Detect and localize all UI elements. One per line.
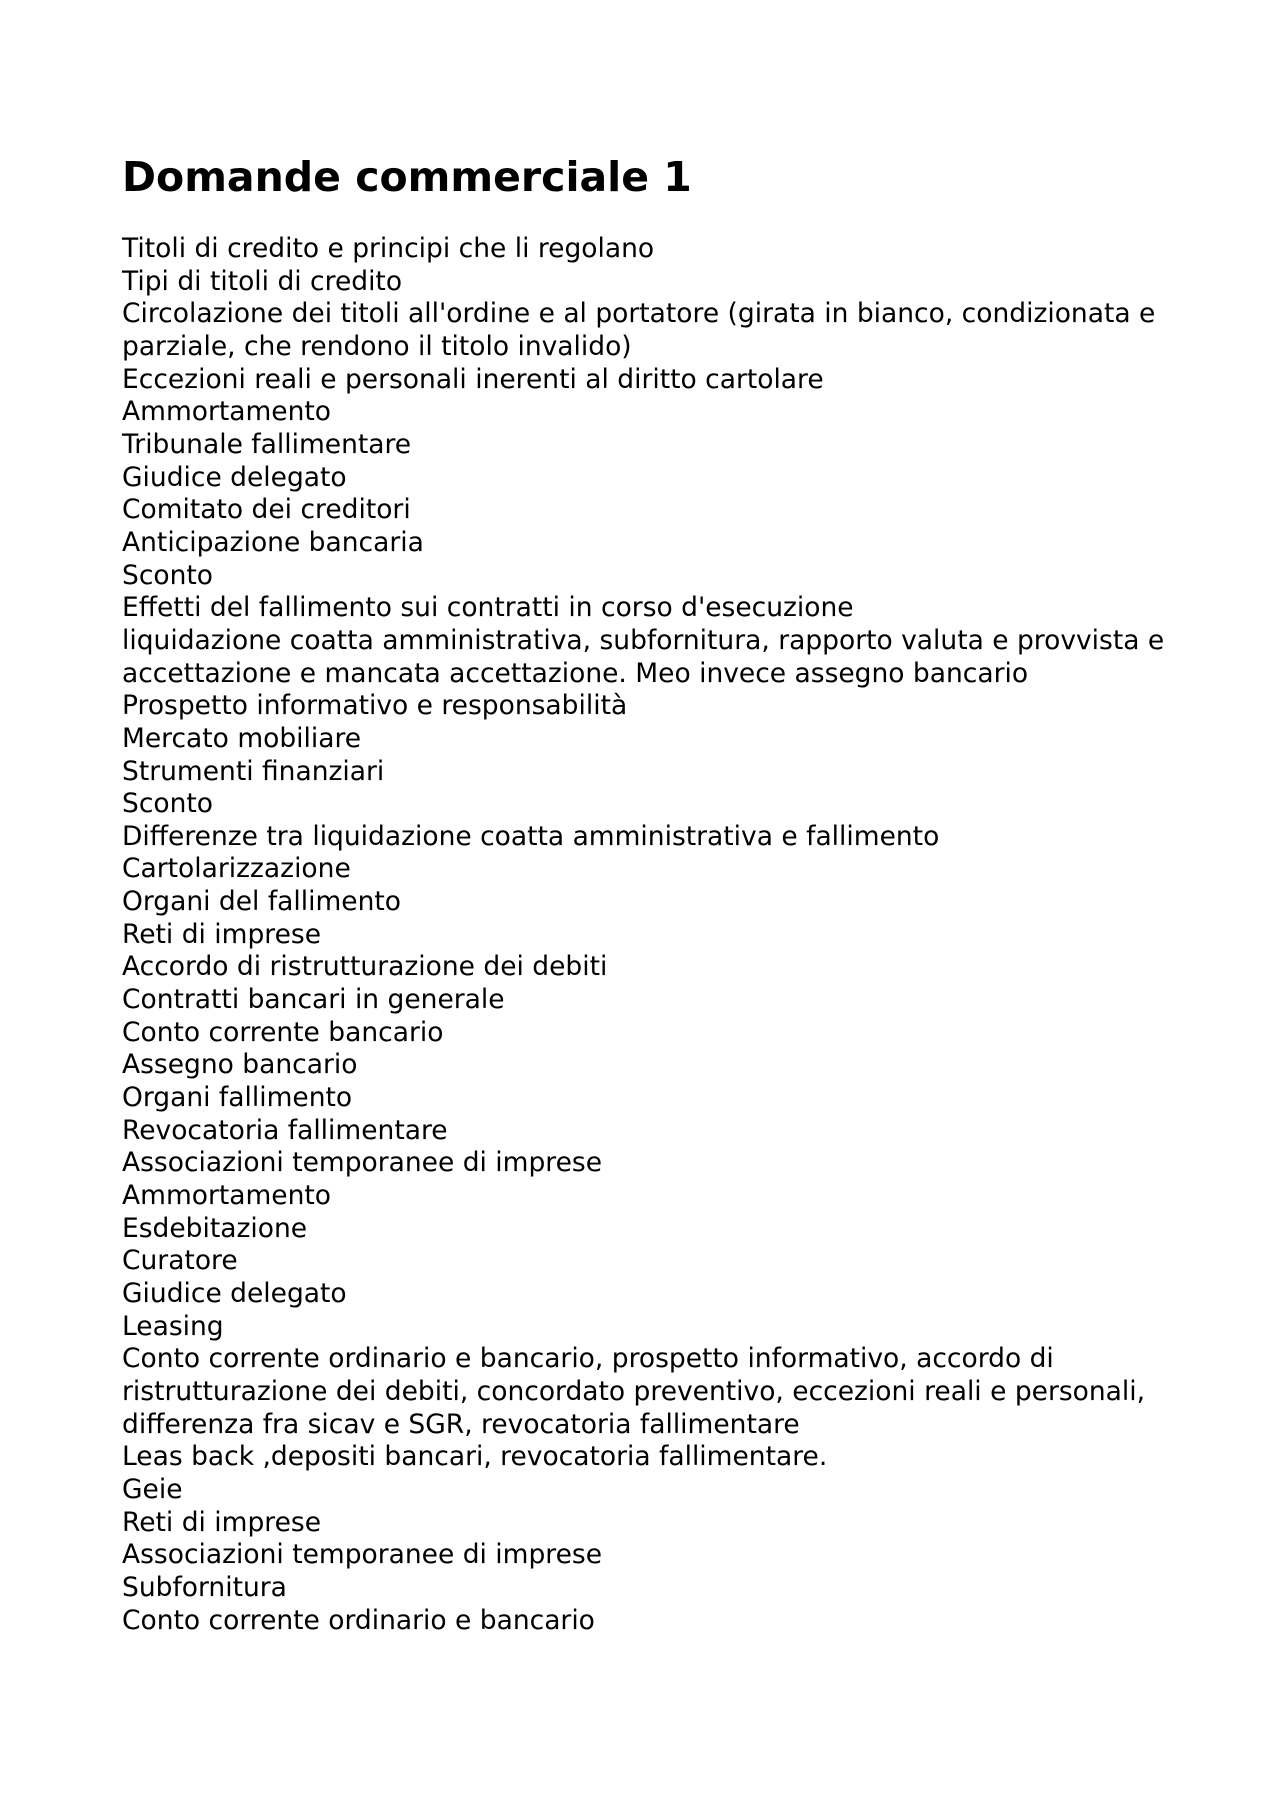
- document-line: Differenze tra liquidazione coatta amministrativa e fallimento: [122, 820, 940, 852]
- document-line: Organi fallimento: [122, 1082, 353, 1114]
- document-title: Domande commerciale 1: [122, 153, 692, 201]
- document-line: Giudice delegato: [122, 1278, 347, 1309]
- document-body: [122, 233, 1182, 1637]
- document-line: Associazioni temporanee di imprese: [122, 1539, 603, 1571]
- document-line: Leasing: [122, 1310, 224, 1342]
- document-line: liquidazione coatta amministrativa, subfornitura, rapporto valuta e provvista e accettazione e mancata accettazione. Meo invece assegno bancario: [122, 624, 1165, 689]
- document-line: Sconto: [122, 788, 214, 820]
- document-line: Conto corrente bancario: [122, 1016, 444, 1048]
- document-line: Strumenti finanziari: [122, 755, 385, 787]
- document-line: Tipi di titoli di credito: [122, 265, 403, 297]
- document-line: Assegno bancario: [122, 1049, 358, 1081]
- document-line: Conto corrente ordinario e bancario, prospetto informativo, accordo di ristrutturazione dei debiti, concordato preventivo, eccezioni reali e personali, differenza fra sicav e SGR, revocatoria fallimentare: [122, 1343, 1146, 1440]
- document-line: Tribunale fallimentare: [122, 428, 412, 460]
- document-line: Leas back ,depositi bancari, revocatoria fallimentare.: [122, 1441, 828, 1473]
- document-line: Accordo di ristrutturazione dei debiti: [122, 951, 608, 983]
- document-line: Esdebitazione: [122, 1212, 308, 1244]
- document-line: Mercato mobiliare: [122, 722, 362, 754]
- document-line: Reti di imprese: [122, 918, 322, 950]
- document-line: Ammortamento: [122, 396, 332, 428]
- document-line: Organi del fallimento: [122, 886, 402, 918]
- document-line: Giudice delegato: [122, 461, 347, 493]
- document-line: Revocatoria fallimentare: [122, 1114, 448, 1146]
- document-line: Ammortamento: [122, 1180, 332, 1212]
- document-line: Circolazione dei titoli all'ordine e al portatore (girata in bianco, condizionata e parziale, che rendono il titolo invalido): [122, 298, 1156, 362]
- document-line: Eccezioni reali e personali inerenti al diritto cartolare: [122, 363, 824, 395]
- document-line: Sconto: [122, 559, 214, 591]
- document-line: Conto corrente ordinario e bancario: [122, 1604, 595, 1636]
- document-line: Cartolarizzazione: [122, 853, 351, 885]
- document-line: Curatore: [122, 1245, 238, 1277]
- document-line: Anticipazione bancaria: [122, 526, 424, 558]
- document-line: Titoli di credito e principi che li regolano: [122, 233, 655, 264]
- document-line: Reti di imprese: [122, 1506, 322, 1538]
- document-line: Effetti del fallimento sui contratti in corso d'esecuzione: [122, 592, 854, 624]
- document-line: Subfornitura: [122, 1571, 287, 1603]
- document-line: Prospetto informativo e responsabilità: [122, 690, 628, 722]
- document-line: Contratti bancari in generale: [122, 984, 505, 1016]
- document-line: Geie: [122, 1473, 183, 1505]
- document-line: Comitato dei creditori: [122, 494, 411, 526]
- document-line: Associazioni temporanee di imprese: [122, 1147, 603, 1179]
